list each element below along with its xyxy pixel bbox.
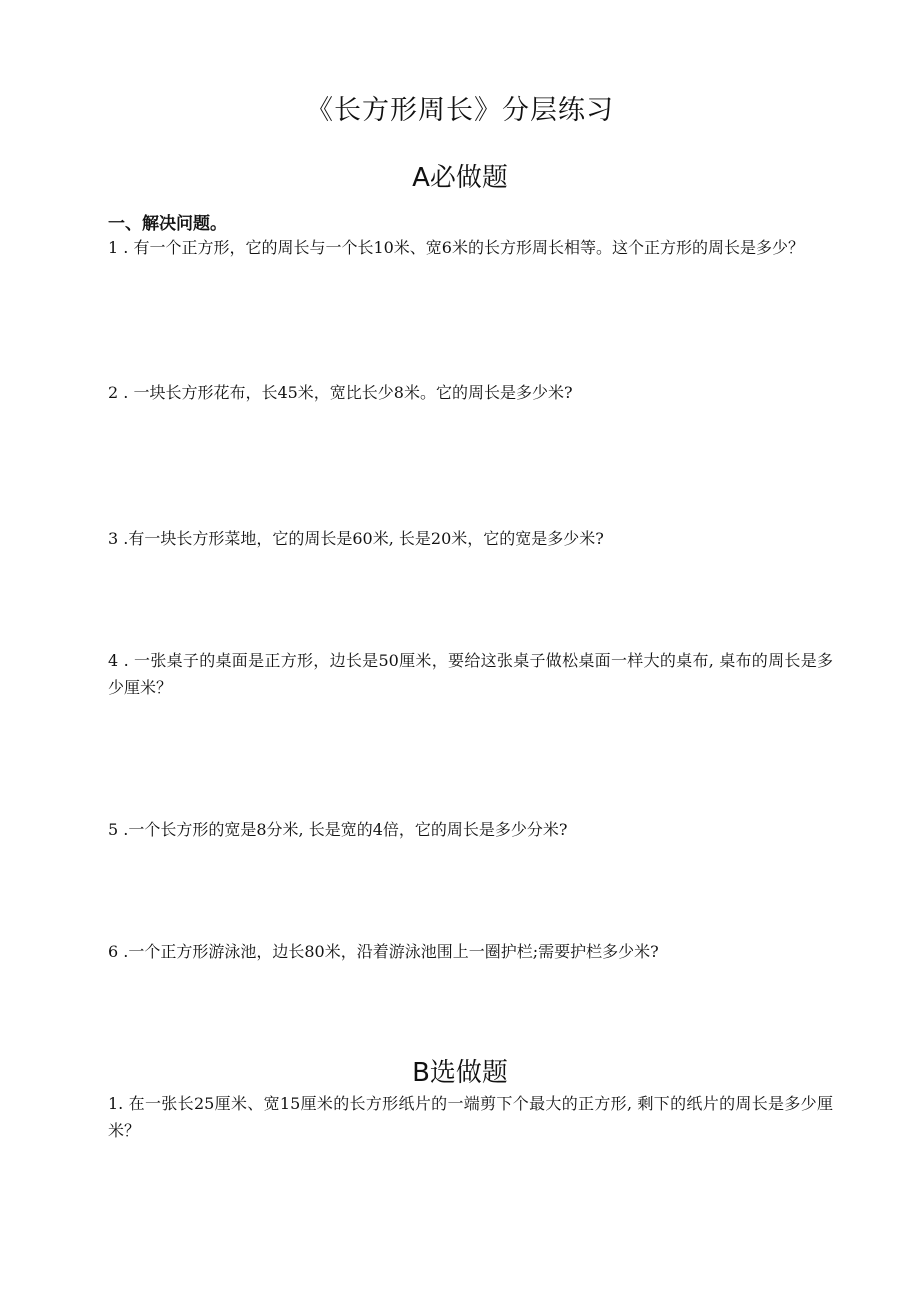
question-number: 2 [108,383,119,402]
question-text: 在一张长25厘米、宽15厘米的长方形纸片的一端剪下个最大的正方形, 剩下的纸片的周长是多少厘米？ [108,1094,833,1140]
section-b-heading: B选做题 [412,1058,508,1088]
question-a1 [108,234,833,261]
part-heading: 一、解决问题。 [108,214,227,234]
question-text: .一个正方形游泳池，边长80米，沿着游泳池围上一圈护栏;需要护栏多少米? [118,942,659,961]
question-number: 1 [108,238,119,257]
question-a3 [108,525,833,552]
question-number: 5 [108,820,119,839]
section-a-heading: A必做题 [412,163,508,193]
question-number: 6 [108,942,119,961]
question-a2 [108,379,833,406]
question-b1 [108,1090,833,1144]
question-text: .一个长方形的宽是8分米, 长是宽的4倍，它的周长是多少分米? [118,820,568,839]
page-title: 《长方形周长》分层练习 [306,95,614,126]
question-text: .有一块长方形菜地，它的周长是60米, 长是20米，它的宽是多少米? [118,529,604,548]
question-text: . 一张桌子的桌面是正方形，边长是50厘米，要给这张桌子做松桌面一样大的桌布, 桌布的周长是多少厘米？ [108,651,833,697]
question-text: . 有一个正方形，它的周长与一个长10米、宽6米的长方形周长相等。这个正方形的周长是多少？ [118,238,804,257]
question-a6 [108,938,833,965]
question-number: 3 [108,529,119,548]
question-a4 [108,647,833,701]
question-number: 4 [108,651,119,670]
question-number: 1. [108,1094,124,1113]
question-a5 [108,816,833,843]
question-text: . 一块长方形花布，长45米，宽比长少8米。它的周长是多少米? [118,383,573,402]
